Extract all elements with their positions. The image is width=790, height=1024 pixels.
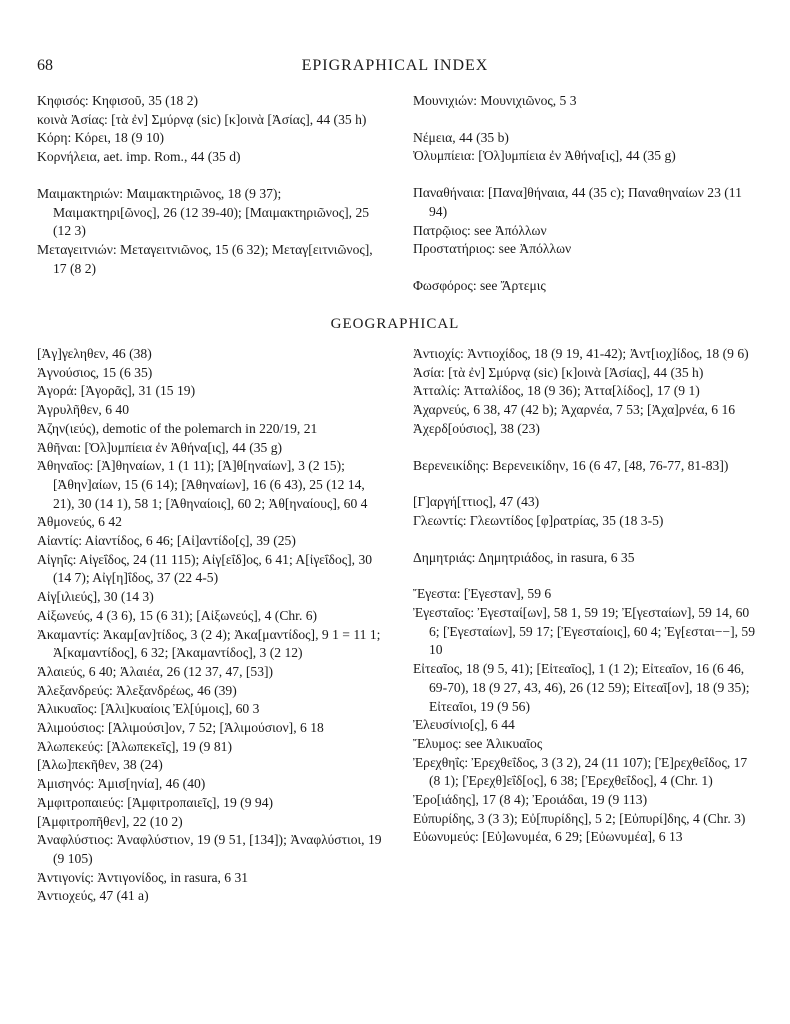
index-entry: Ἐγεσταῖος: Ἐγεσταί[ων], 58 1, 59 19; Ἐ[γεσταίων], 59 14, 60 6; [Ἐγεσταίων], 59 17; [Ἐγεσταίοις], 60 4; Ἐγ[εσται−−], 59 10 bbox=[413, 605, 756, 658]
entry-gap bbox=[413, 259, 758, 277]
index-entry: Εἰτεαῖος, 18 (9 5, 41); [Εἰτεαῖος], 1 (1 2); Εἰτεαῖον, 16 (6 46, 69-70), 18 (9 27, 43, 46), 26 (12 59); Εἰτεαῖ[ον], 18 (9 35); Εἰτεαῖοι, 19 (9 56) bbox=[413, 661, 750, 714]
index-entry: Φωσφόρος: see Ἄρτεμις bbox=[413, 277, 546, 293]
index-entry: Ἔγεστα: [Ἐγεσταν], 59 6 bbox=[413, 586, 552, 602]
index-entry: Ἀθηναῖος: [Ἀ]θηναίων, 1 (1 11); [Ἀ]θ[ηναίων], 3 (2 15); [Ἀθην]αίων, 15 (6 14); [Ἀθηναίων], 16 (6 43), 25 (12 14, 21), 30 (14 1), 58 1; [Ἀθηναίοις], 60 2; Ἀθ[ηναίους], 60 4 bbox=[37, 458, 368, 511]
index-entry: Ἀθμονεύς, 6 42 bbox=[37, 514, 122, 530]
index-entry: Ἀμφιτροπαιεύς: [Ἀμφιτροπαιεῖς], 19 (9 94) bbox=[37, 794, 274, 810]
index-entry: Ἀκαμαντίς: Ἀκαμ[αν]τίδος, 3 (2 4); Ἀκα[μαντίδος], 9 1 = 11 1; Ἀ[καμαντίδος], 6 32; [Ἀκαμαντίδος], 3 (2 12) bbox=[37, 626, 381, 661]
index-entry: Κηφισός: Κηφισοῦ, 35 (18 2) bbox=[37, 93, 199, 108]
index-entry: Κόρη: Κόρει, 18 (9 10) bbox=[37, 130, 165, 146]
index-entry: [Γ]αργή[ττιος], 47 (43) bbox=[413, 494, 540, 510]
index-entry: Ἀζην(ιεύς), demotic of the polemarch in 220/19, 21 bbox=[37, 420, 318, 436]
index-entry: Μαιμακτηριών: Μαιμακτηριῶνος, 18 (9 37); Μαιμακτηρι[ῶνος], 26 (12 39-40); [Μαιμακτηριῶνος], 25 (12 3) bbox=[37, 185, 370, 239]
festivals-left-column bbox=[37, 92, 387, 278]
index-entry: Ἔλυμος: see Ἁλικυαῖος bbox=[413, 735, 543, 751]
index-entry: Ἀσία: [τὰ ἐν] Σμύρνᾳ (sic) [κ]οινὰ [Ἀσίας], 44 (35 h) bbox=[413, 364, 704, 380]
index-entry: Ἀθῆναι: [Ὀλ]υμπίεια ἐν Ἀθήνα[ις], 44 (35 g) bbox=[37, 439, 283, 455]
index-entry: Ἀντιοχεύς, 47 (41 a) bbox=[37, 888, 149, 904]
index-entry: Δημητριάς: Δημητριάδος, in rasura, 6 35 bbox=[413, 549, 635, 565]
index-entry: Μουνιχιών: Μουνιχιῶνος, 5 3 bbox=[413, 93, 577, 108]
entry-gap bbox=[37, 167, 387, 185]
entry-gap bbox=[413, 111, 758, 129]
index-entry: Αἰξωνεύς, 4 (3 6), 15 (6 31); [Αἰξωνεύς], 4 (Chr. 6) bbox=[37, 607, 318, 623]
index-entry: [Ἀλω]πεκῆθεν, 38 (24) bbox=[37, 757, 163, 773]
index-entry: Παναθήναια: [Πανα]θήναια, 44 (35 c); Παναθηναίων 23 (11 94) bbox=[413, 185, 742, 219]
index-entry: Ἀντιοχίς: Ἀντιοχίδος, 18 (9 19, 41-42); Ἀντ[ιοχ]ίδος, 18 (9 6) bbox=[413, 346, 749, 361]
index-entry: Ἀναφλύστιος: Ἀναφλύστιον, 19 (9 51, [134]); Ἀναφλύστιοι, 19 (9 105) bbox=[37, 832, 382, 866]
index-entry: Κορνήλεια, aet. imp. Rom., 44 (35 d) bbox=[37, 149, 241, 165]
entry-gap bbox=[413, 439, 758, 457]
running-title: EPIGRAPHICAL INDEX bbox=[301, 57, 489, 74]
index-entry: Προστατήριος: see Ἀπόλλων bbox=[413, 241, 572, 257]
index-entry: Εὐπυρίδης, 3 (3 3); Εὐ[πυρίδης], 5 2; [Εὐπυρί]δης, 4 (Chr. 3) bbox=[413, 810, 746, 826]
index-entry: Αἰαντίς: Αἰαντίδος, 6 46; [Αἰ]αντίδο[ς], 39 (25) bbox=[37, 533, 296, 549]
index-entry: Ὀλυμπίεια: [Ὀλ]υμπίεια ἐν Ἀθήνα[ις], 44 (35 g) bbox=[413, 148, 676, 164]
geographical-left-column bbox=[37, 345, 387, 906]
index-entry: Αἰγηΐς: Αἰγεΐδος, 24 (11 115); Αἰγ[εΐδ]ος, 6 41; Α[ἰγεΐδος], 30 (14 7); Αἰγ[η]ΐδος, 37 (22 4-5) bbox=[37, 551, 373, 586]
index-entry: Ἁγνούσιος, 15 (6 35) bbox=[37, 364, 153, 380]
entry-gap bbox=[413, 166, 758, 184]
index-entry: Ἁλιμούσιος: [Ἁλιμούσι]ον, 7 52; [Ἁλιμούσιον], 6 18 bbox=[37, 720, 324, 736]
index-entry: Ἁλαιεύς, 6 40; Ἁλαιέα, 26 (12 37, 47, [53]) bbox=[37, 663, 274, 679]
index-entry: [Ἀμφιτροπῆθεν], 22 (10 2) bbox=[37, 813, 183, 829]
index-entry: Ἐλευσίνιο[ς], 6 44 bbox=[413, 717, 515, 733]
index-entry: [Ἀγ]γεληθεν, 46 (38) bbox=[37, 346, 152, 361]
index-entry: κοινὰ Ἀσίας: [τὰ ἐν] Σμύρνᾳ (sic) [κ]οινὰ [Ἀσίας], 44 (35 h) bbox=[37, 111, 367, 127]
index-entry: Νέμεια, 44 (35 b) bbox=[413, 129, 509, 145]
entry-gap bbox=[413, 567, 758, 585]
index-entry: Ἐρεχθηΐς: Ἐρεχθεΐδος, 3 (3 2), 24 (11 107); [Ἐ]ρεχθεΐδος, 17 (8 1); [Ἐρεχθ]εΐδ[ος], 6 38; [Ἐρεχθεΐδος], 4 (Chr. 1) bbox=[413, 754, 748, 789]
index-entry: Ἀντιγονίς: Ἀντιγονίδος, in rasura, 6 31 bbox=[37, 869, 249, 885]
entry-gap bbox=[413, 531, 758, 549]
index-entry: Ἀγορά: [Ἀγορᾶς], 31 (15 19) bbox=[37, 383, 196, 399]
index-entry: Ἀμισηνός: Ἀμισ[ηνία], 46 (40) bbox=[37, 776, 206, 792]
index-entry: Αἰγ[ιλιεύς], 30 (14 3) bbox=[37, 589, 154, 605]
index-entry: Ἀχερδ[ούσιος], 38 (23) bbox=[413, 420, 540, 436]
index-entry: Ἀχαρνεύς, 6 38, 47 (42 b); Ἀχαρνέα, 7 53; [Ἀχα]ρνέα, 6 16 bbox=[413, 402, 736, 418]
index-entry: Πατρῷιος: see Ἀπόλλων bbox=[413, 222, 547, 238]
entry-gap bbox=[413, 475, 758, 493]
index-entry: Εὐωνυμεύς: [Εὐ]ωνυμέα, 6 29; [Εὐωνυμέα], 6 13 bbox=[413, 829, 683, 845]
festivals-right-column bbox=[413, 92, 758, 296]
page-number: 68 bbox=[37, 57, 53, 74]
geographical-right-column bbox=[413, 345, 758, 847]
index-entry: Ἐρο[ιάδης], 17 (8 4); Ἐροιάδαι, 19 (9 113) bbox=[413, 792, 648, 808]
section-title: GEOGRAPHICAL bbox=[330, 316, 460, 332]
index-entry: Μεταγειτνιών: Μεταγειτνιῶνος, 15 (6 32); Μεταγ[ειτνιῶνος], 17 (8 2) bbox=[37, 241, 373, 276]
index-entry: Ἀγρυλῆθεν, 6 40 bbox=[37, 402, 129, 418]
index-entry: Ἀλωπεκεύς: [Ἀλωπεκεῖς], 19 (9 81) bbox=[37, 738, 232, 754]
index-entry: Ἀτταλίς: Ἀτταλίδος, 18 (9 36); Ἀττα[λίδος], 17 (9 1) bbox=[413, 383, 700, 399]
index-entry: Ἀλεξανδρεύς: Ἀλεξανδρέως, 46 (39) bbox=[37, 682, 237, 698]
index-entry: Ἁλικυαῖος: [Ἁλι]κυαίοις Ἐλ[ύμοις], 60 3 bbox=[37, 701, 260, 717]
index-entry: Γλεωντίς: Γλεωντίδος [φ]ρατρίας, 35 (18 3-5) bbox=[413, 512, 664, 528]
index-entry: Βερενεικίδης: Βερενεικίδην, 16 (6 47, [48, 76-77, 81-83]) bbox=[413, 457, 729, 473]
